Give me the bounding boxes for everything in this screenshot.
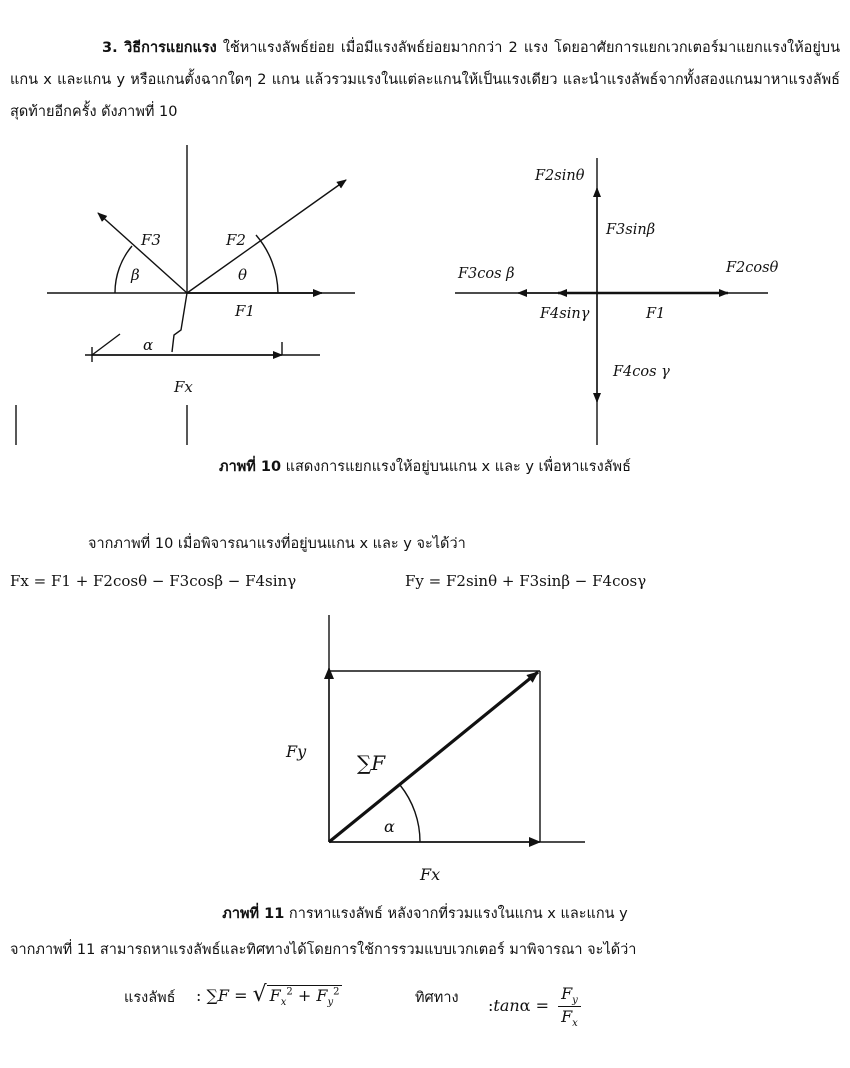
from-figure-10-text: จากภาพที่ 10 เมื่อพิจารณาแรงที่อยู่บนแกน x และ y จะได้ว่า (88, 536, 466, 552)
direction-formula: :tanα = $\frac{F_y}{F_x}$ (488, 984, 581, 1029)
label-f1-right: F1 (646, 306, 666, 322)
magnitude-formula: : ∑F = √ $F_x^2 + F_y^2$ (196, 982, 342, 1008)
label-f2: F2 (226, 231, 246, 249)
alpha-arc-11 (400, 785, 420, 842)
label-f3cos: F3cos β (458, 266, 515, 282)
equation-fy: Fy = F2sinθ + F3sinβ − F4cosγ (405, 572, 647, 590)
label-theta: θ (238, 266, 248, 284)
label-f1: F1 (235, 302, 255, 320)
label-f2cos: F2cosθ (726, 260, 779, 276)
label-beta: β (131, 266, 140, 284)
label-fx-11: Fx (420, 865, 441, 884)
label-f4cos: F4cos γ (613, 364, 670, 380)
label-alpha-11: α (384, 817, 395, 836)
intro-text: ใช้หาแรงลัพธ์ย่อย เมื่อมีแรงลัพธ์ย่อยมากกว่า 2 แรง โดยอาศัยการแยกเวกเตอร์มาแยกแรงให้อยู่บนแกน x และแกน y หรือแกนตั้งฉากใดๆ 2 แกน แล้วรวมแรงในแต่ละแกนให้เป็นแรงเดียว และนำแรงลัพธ์จากทั้งสองแกนมาหาแรงลัพธ์สุดท้ายอีกครั้ง ดังภาพที่ 10 (10, 40, 841, 120)
section-heading: 3. วิธีการแยกแรง (102, 40, 217, 56)
label-alpha: α (143, 336, 154, 354)
fig11-diagram (329, 615, 585, 842)
direction-label: ทิศทาง (415, 990, 459, 1006)
label-fy: Fy (286, 742, 307, 761)
label-f3sin: F3sinβ (606, 222, 656, 238)
magnitude-label: แรงลัพธ์ (124, 990, 176, 1006)
equation-fx: Fx = F1 + F2cosθ − F3cosβ − F4sinγ (10, 572, 297, 590)
label-fx: Fx (174, 378, 193, 396)
from-figure-11-text: จากภาพที่ 11 สามารถหาแรงลัพธ์และทิศทางได้โดยการใช้การรวมแบบเวกเตอร์ มาพิจารณา จะได้ว่า (10, 942, 637, 958)
label-sum-f: ∑F (357, 751, 386, 775)
figure-10-caption: ภาพที่ 10 แสดงการแยกแรงให้อยู่บนแกน x และ y เพื่อหาแรงลัพธ์ (219, 459, 631, 475)
label-f3: F3 (141, 231, 161, 249)
figure-11-caption: ภาพที่ 11 การหาแรงลัพธ์ หลังจากที่รวมแรงในแกน x และแกน y (222, 906, 628, 922)
label-f4sin: F4sinγ (540, 306, 590, 322)
label-f2sin: F2sinθ (535, 168, 585, 184)
